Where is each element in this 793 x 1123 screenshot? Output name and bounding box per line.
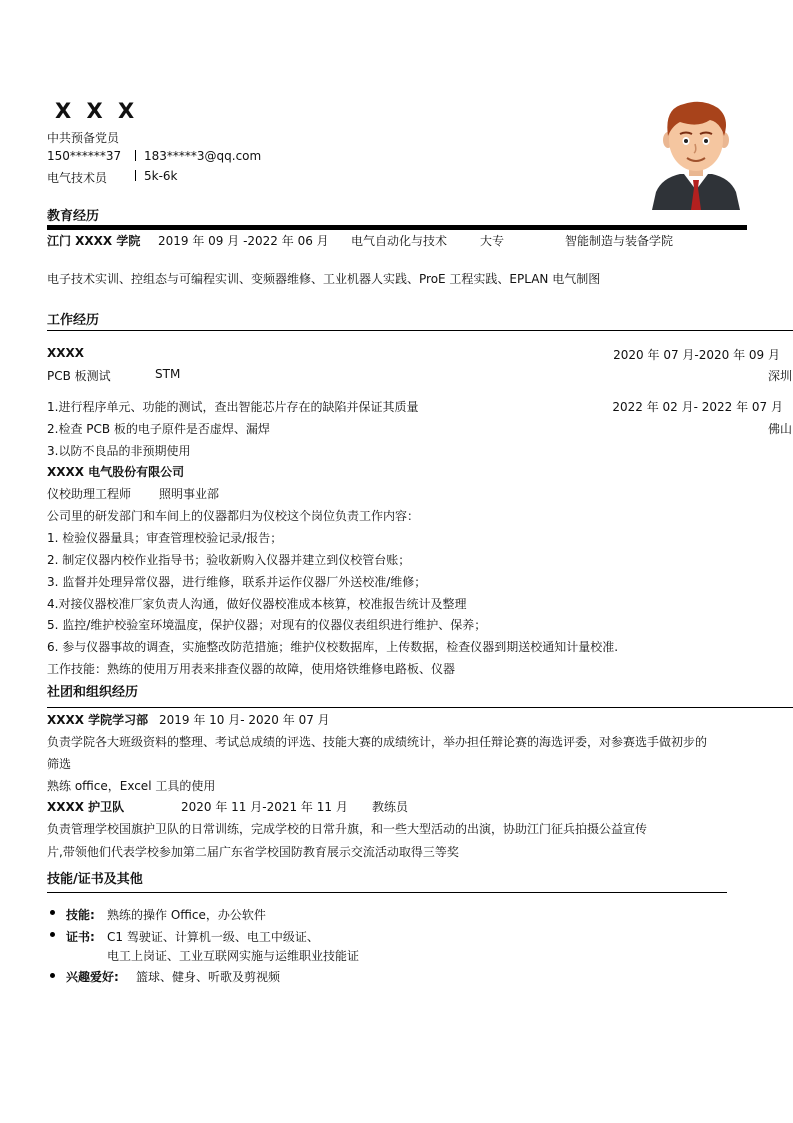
- divider: [135, 170, 136, 181]
- email: 183*****3@qq.com: [144, 149, 262, 163]
- bullet-icon: [50, 910, 55, 915]
- bullet-icon: [50, 973, 55, 978]
- skill-value: 熟练的操作 Office，办公软件: [107, 908, 266, 922]
- bullet-icon: [50, 932, 55, 937]
- avatar: [650, 98, 742, 210]
- job1-location: 深圳: [767, 369, 792, 383]
- org1-description: 筛选: [47, 757, 72, 771]
- job1-duty: 2.检查 PCB 板的电子原件是否虚焊、漏焊: [47, 422, 270, 436]
- cert-value: 电工上岗证、工业互联网实施与运维职业技能证: [107, 949, 360, 963]
- section-rule: [47, 225, 747, 230]
- job2-duty: 4.对接仪器校准厂家负责人沟通，做好仪器校准成本核算，校准报告统计及整理: [47, 597, 467, 611]
- divider: [135, 150, 136, 161]
- job1-duty: 1.进行程序单元、功能的测试，查出智能芯片存在的缺陷并保证其质量: [47, 400, 419, 414]
- job2-location: 佛山: [767, 422, 792, 436]
- cert-label: 证书:: [66, 930, 95, 944]
- job2-intro: 公司里的研发部门和车间上的仪器都归为仪校这个岗位负责工作内容：: [47, 509, 420, 523]
- job1-duty: 3.以防不良品的非预期使用: [47, 444, 191, 458]
- email-row: [135, 149, 261, 163]
- job2-duty: 5. 监控/维护校验室环境温度，保护仪器；对现有的仪器仪表组织进行维护、保养；: [47, 618, 487, 632]
- org1-description: 熟练 office，Excel 工具的使用: [47, 779, 216, 793]
- org2-period: 2020 年 11 月-2021 年 11 月: [181, 800, 348, 814]
- org2-name: XXXX 护卫队: [47, 800, 125, 814]
- job1-dept: STM: [155, 367, 181, 381]
- job2-skills: 工作技能：熟练的使用万用表来排查仪器的故障，使用烙铁维修电路板、仪器: [47, 662, 456, 676]
- salary-row: [135, 169, 178, 183]
- org2-role: 教练员: [372, 800, 409, 814]
- section-rule: [47, 892, 727, 893]
- job2-duty: 2. 制定仪器内校作业指导书；验收新购入仪器并建立到仪校管台账；: [47, 553, 411, 567]
- org1-name: XXXX 学院学习部: [47, 713, 149, 727]
- degree: 大专: [480, 234, 505, 248]
- job2-company: XXXX 电气股份有限公司: [47, 465, 185, 479]
- job2-position: 仪校助理工程师: [47, 487, 132, 501]
- school-name: 江门 XXXX 学院: [47, 234, 141, 248]
- section-title-clubs: 社团和组织经历: [47, 685, 139, 700]
- college: 智能制造与装备学院: [565, 234, 674, 248]
- hobby-label: 兴趣爱好:: [66, 970, 119, 984]
- skill-label: 技能:: [66, 908, 95, 922]
- avatar-portrait-icon: [650, 98, 742, 210]
- job2-period: 2022 年 02 月- 2022 年 07 月: [612, 400, 783, 414]
- job2-duty: 6. 参与仪器事故的调查，实施整改防范措施；维护仪校数据库，上传数据，检查仪器到期送校通知计量校准.: [47, 640, 619, 654]
- org2-description: 片,带领他们代表学校参加第二届广东省学校国防教育展示交流活动取得三等奖: [47, 845, 459, 859]
- section-rule: [47, 707, 793, 708]
- job2-dept: 照明事业部: [159, 487, 220, 501]
- org1-description: 负责学院各大班级资料的整理、考试总成绩的评选、技能大赛的成绩统计，举办担任辩论赛的海选评委，对参赛选手做初步的: [47, 735, 708, 749]
- section-rule: [47, 330, 793, 331]
- expected-salary: 5k-6k: [144, 169, 178, 183]
- org2-description: 负责管理学校国旗护卫队的日常训练，完成学校的日常升旗，和一些大型活动的出演，协助江门征兵拍摄公益宣传: [47, 822, 648, 836]
- major: 电气自动化与技术: [351, 234, 448, 248]
- phone: 150******37: [47, 149, 122, 163]
- job1-company: XXXX: [47, 346, 85, 360]
- job1-period: 2020 年 07 月-2020 年 09 月: [613, 348, 780, 362]
- job2-duty: 1. 检验仪器量具；审查管理校验记录/报告；: [47, 531, 283, 545]
- political-status: 中共预备党员: [47, 131, 120, 145]
- section-title-skills: 技能/证书及其他: [47, 872, 143, 887]
- cert-value: C1 驾驶证、计算机一级、电工中级证、: [107, 930, 319, 944]
- job2-duty: 3. 监督并处理异常仪器，进行维修，联系并运作仪器厂外送校准/维修；: [47, 575, 427, 589]
- candidate-name: X X X: [55, 99, 139, 123]
- job1-position: PCB 板测试: [47, 369, 111, 383]
- hobby-value: 篮球、健身、听歌及剪视频: [136, 970, 281, 984]
- org1-period: 2019 年 10 月- 2020 年 07 月: [159, 713, 330, 727]
- education-period: 2019 年 09 月 -2022 年 06 月: [158, 234, 329, 248]
- section-title-work: 工作经历: [47, 313, 100, 328]
- target-position: 电气技术员: [47, 171, 108, 185]
- section-title-education: 教育经历: [47, 209, 100, 224]
- course-list: 电子技术实训、控组态与可编程实训、变频器维修、工业机器人实践、ProE 工程实践、EPLAN 电气制图: [47, 272, 601, 286]
